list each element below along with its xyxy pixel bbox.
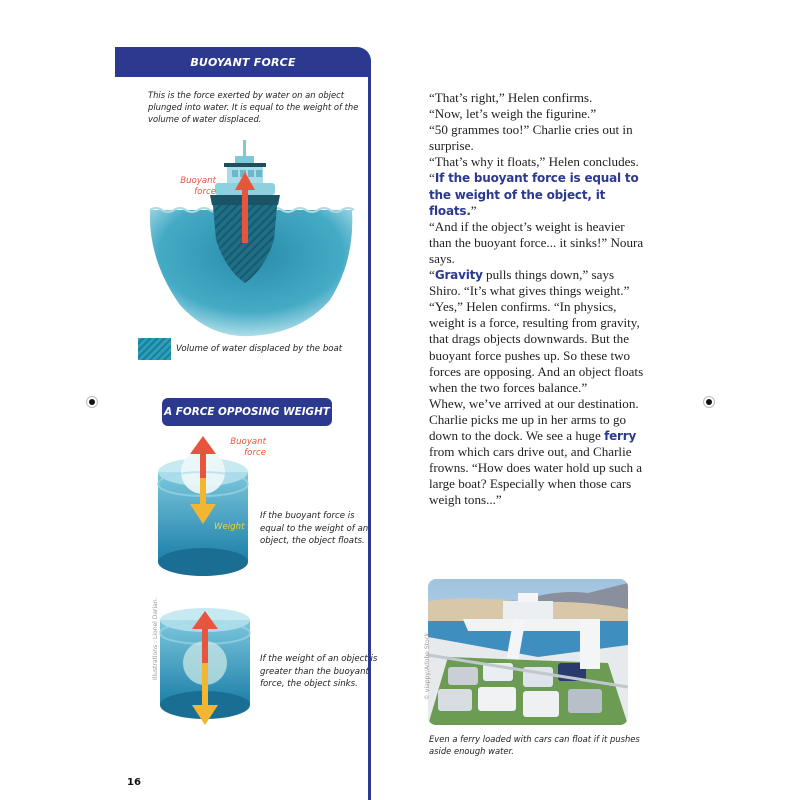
page-number: 16 bbox=[127, 777, 141, 788]
story-text-run: “That’s why it floats,” Helen concludes. “ bbox=[429, 154, 639, 186]
story-paragraph bbox=[429, 90, 644, 106]
sidebar-header bbox=[115, 47, 371, 77]
sink-explanation: If the weight of an object is greater than the buoyant force, the object sinks. bbox=[260, 654, 378, 689]
story-paragraph bbox=[429, 106, 644, 122]
story-paragraph bbox=[429, 396, 644, 509]
story-text-run: pulls things down,” says Shiro. “It’s what gives things weight.” bbox=[429, 267, 630, 299]
story-paragraph bbox=[429, 267, 644, 299]
ferry-photo bbox=[428, 579, 628, 725]
ship-buoyancy-illustration bbox=[140, 140, 365, 340]
highlighted-term: ferry bbox=[604, 428, 637, 443]
story-text-run: “Yes,” Helen confirms. “In physics, weight is a force, resulting from gravity, that drags objects downwards. But the buoyant force pushes up. So these two forces are opposing. And an object floats when the two forces balance.” bbox=[429, 299, 644, 395]
water-volume-legend-text: Volume of water displaced by the boat bbox=[176, 344, 343, 354]
registration-mark-left bbox=[86, 396, 98, 408]
story-text-run: from which cars drive out, and Charlie frowns. “How does water hold up such a large boat? Especially when those cars weigh tons...” bbox=[429, 444, 643, 508]
story-text-run: ” bbox=[470, 202, 477, 218]
story-text-run: “50 grammes too!” Charlie cries out in surprise. bbox=[429, 122, 633, 154]
story-paragraph bbox=[429, 219, 644, 267]
story-text-run: “ bbox=[429, 267, 435, 283]
registration-mark-right bbox=[703, 396, 715, 408]
sidebar-title: BUOYANT FORCE bbox=[190, 55, 296, 69]
photo-credit: © viappy/Adobe Stock bbox=[424, 632, 431, 700]
story-text bbox=[429, 90, 644, 508]
section-heading-pill bbox=[162, 398, 332, 426]
highlighted-term: If the buoyant force is equal to the weight of the object, it floats. bbox=[429, 171, 639, 218]
photo-caption: Even a ferry loaded with cars can float if it pushes aside enough water. bbox=[429, 734, 640, 756]
water-volume-legend-swatch bbox=[138, 338, 171, 360]
highlighted-term: Gravity bbox=[434, 268, 483, 283]
section-heading-text: A FORCE OPPOSING WEIGHT bbox=[164, 406, 330, 418]
illustration-credit: Illustrations : Lionel Darian. bbox=[152, 597, 159, 680]
sidebar-intro: This is the force exerted by water on an object plunged into water. It is equal to the weight of the volume of water displaced. bbox=[148, 90, 359, 124]
ship-buoyant-force-label: Buoyant force bbox=[180, 176, 216, 197]
story-paragraph bbox=[429, 299, 644, 396]
float-buoyant-force-label: Buoyant force bbox=[230, 437, 266, 458]
float-explanation: If the buoyant force is equal to the weight of an object, the object floats. bbox=[260, 511, 369, 546]
story-text-run: “And if the object’s weight is heavier than the buoyant force... it sinks!” Noura says. bbox=[429, 218, 644, 266]
story-text-run: Whew, we’ve arrived at our destination. Charlie picks me up in her arms to go down to the dock. We see a huge bbox=[429, 395, 639, 443]
story-paragraph bbox=[429, 154, 644, 218]
story-text-run: “Now, let’s weigh the figurine.” bbox=[429, 106, 597, 122]
weight-label: Weight bbox=[214, 522, 245, 532]
sink-cylinder-illustration bbox=[155, 605, 255, 727]
story-paragraph bbox=[429, 122, 644, 154]
story-text-run: “That’s right,” Helen confirms. bbox=[429, 90, 593, 105]
